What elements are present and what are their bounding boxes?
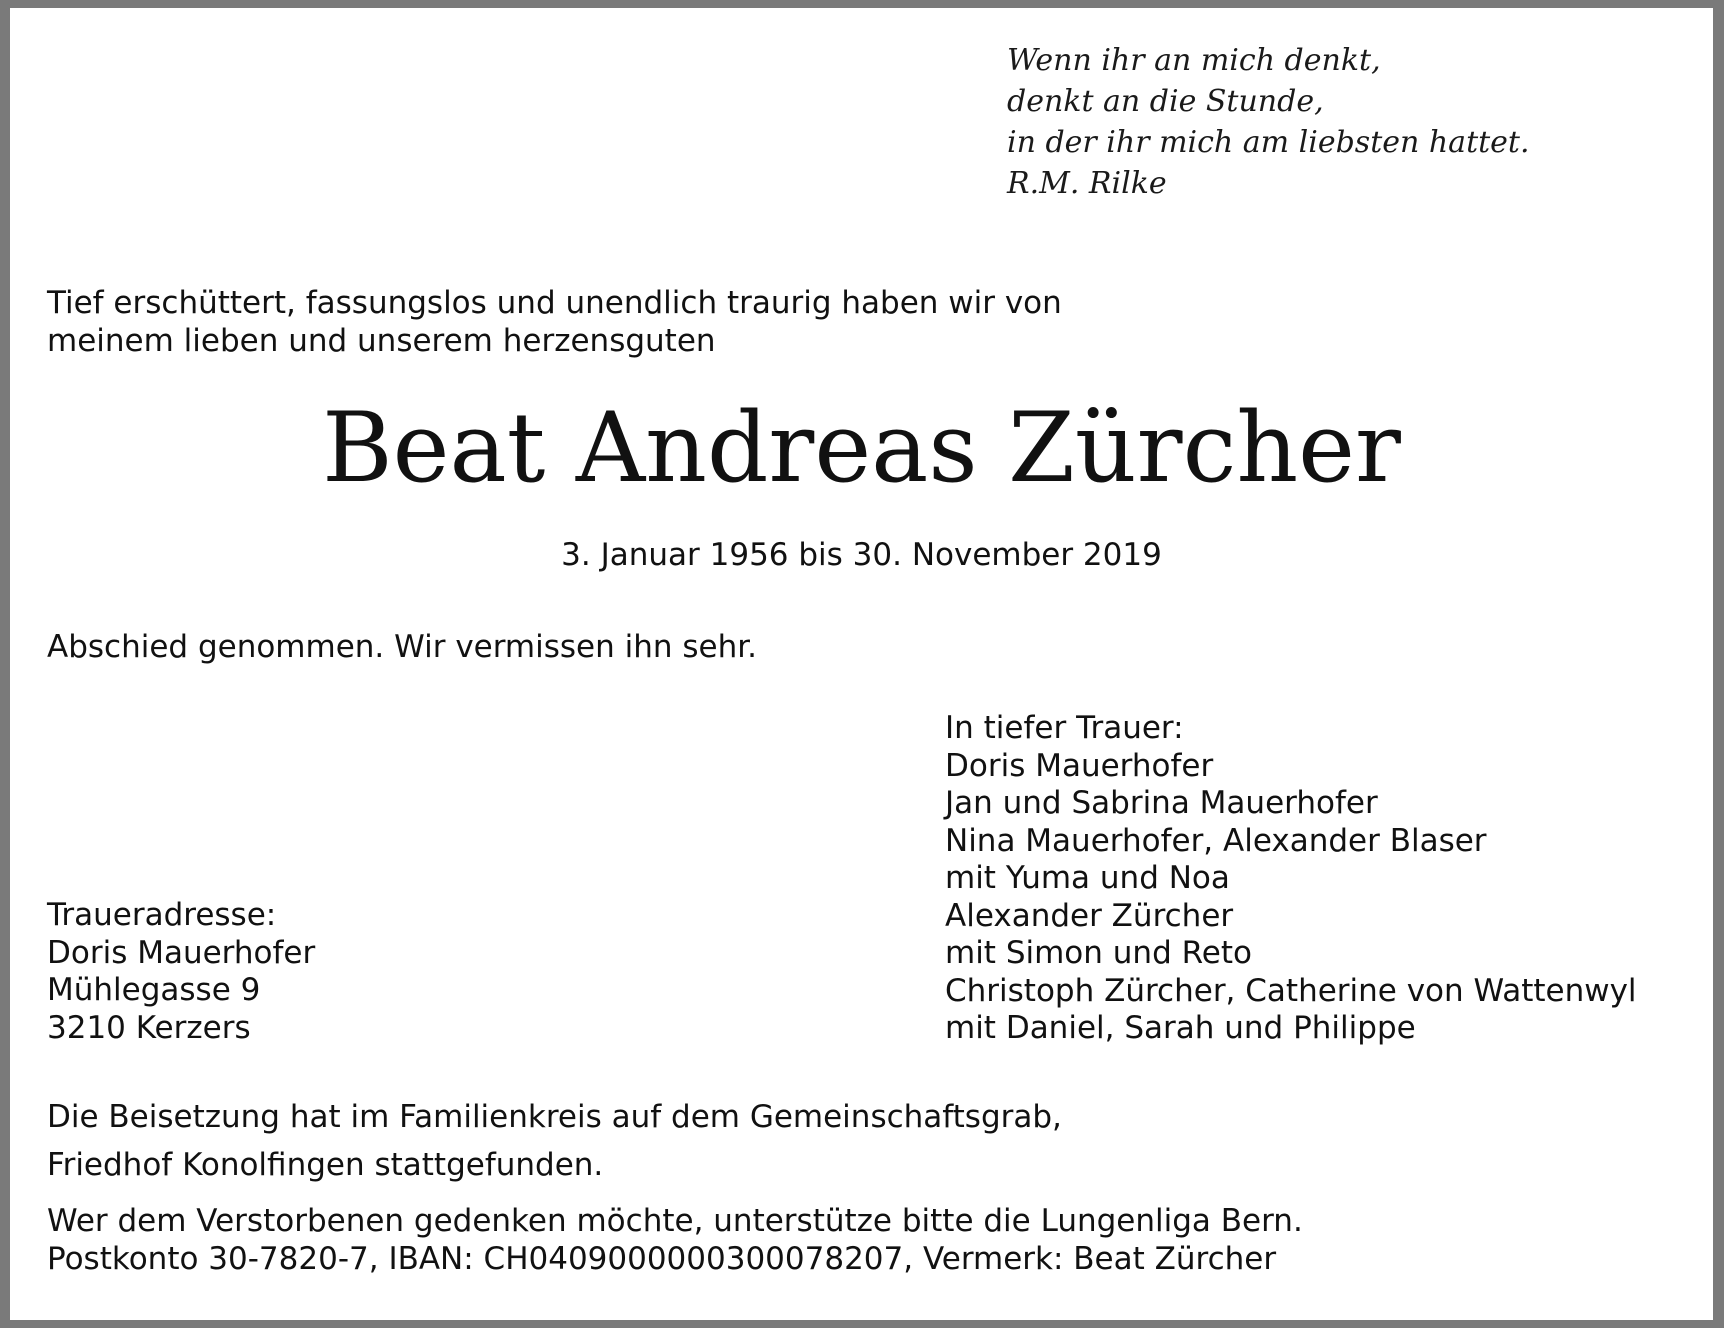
address-line: Doris Mauerhofer [47,934,316,971]
obituary-notice [10,8,1713,1320]
address-line: Mühlegasse 9 [47,972,261,1008]
mourner-line: Jan und Sabrina Mauerhofer [945,785,1378,821]
quote-line: in der ihr mich am liebsten hattet. [1007,125,1530,160]
donation-line: Postkonto 30-7820-7, IBAN: CH0409000000300078207, Vermerk: Beat Zürcher [47,1240,1277,1277]
mourner-line: Alexander Zürcher [945,897,1234,934]
mourners-heading: In tiefer Trauer: [945,710,1184,746]
intro-line: meinem lieben und unserem herzensguten [47,323,716,359]
quote-author: R.M. Rilke [1007,166,1167,201]
mourner-line: Christoph Zürcher, Catherine von Wattenwyl [945,972,1637,1009]
deceased-name: Beat Andreas Zürcher [322,392,1401,504]
rilke-quote [1007,40,1530,204]
mourner-line: mit Daniel, Sarah und Philippe [945,1010,1416,1046]
donation-line: Wer dem Verstorbenen gedenken möchte, unterstütze bitte die Lungenliga Bern. [47,1203,1303,1239]
farewell-text: Abschied genommen. Wir vermissen ihn sehr. [47,629,758,665]
mourners-list [945,710,1637,1048]
mourner-line: mit Yuma und Noa [945,860,1230,896]
burial-line: Die Beisetzung hat im Familienkreis auf dem Gemeinschaftsgrab, [47,1099,1062,1135]
intro-line: Tief erschüttert, fassungslos und unendlich traurig haben wir von [47,285,1062,321]
donation-info [47,1203,1303,1278]
address-heading: Traueradresse: [47,897,277,933]
burial-line: Friedhof Konolfingen stattgefunden. [47,1147,604,1183]
life-dates: 3. Januar 1956 bis 30. November 2019 [561,537,1162,573]
mourner-line: Doris Mauerhofer [945,747,1214,784]
mourning-address [47,897,315,1047]
mourner-line: mit Simon und Reto [945,935,1252,971]
mourner-line: Nina Mauerhofer, Alexander Blaser [945,822,1487,859]
burial-info [47,1093,1062,1189]
quote-line: Wenn ihr an mich denkt, [1007,43,1381,78]
intro-text [47,284,1062,360]
quote-line: denkt an die Stunde, [1007,84,1324,119]
address-line: 3210 Kerzers [47,1009,251,1046]
